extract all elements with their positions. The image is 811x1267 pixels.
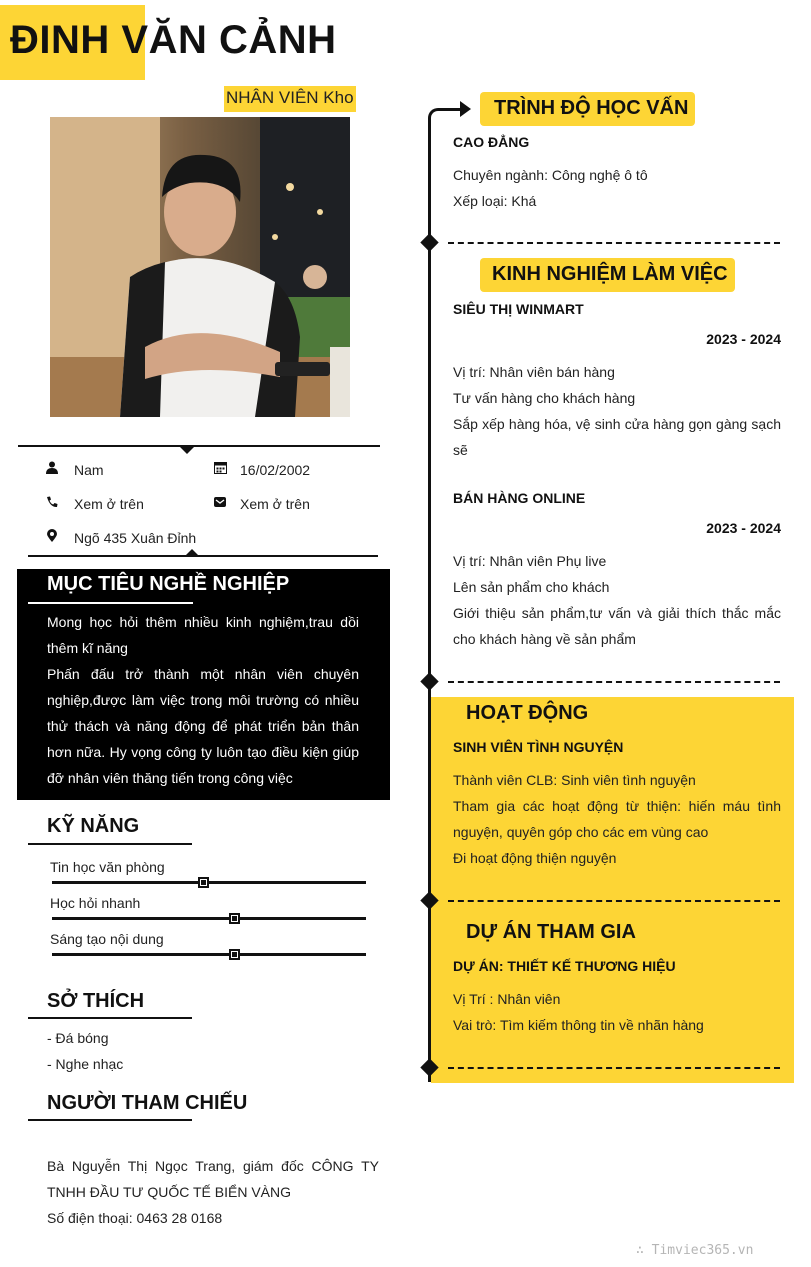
job-role: Vị trí: Nhân viên bán hàng: [453, 364, 615, 380]
skill-label: Sáng tạo nội dung: [50, 931, 164, 947]
skill-label: Tin học văn phòng: [50, 859, 165, 875]
activity-line: Đi hoạt động thiện nguyện: [453, 850, 617, 866]
reference-phone: Số điện thoại: 0463 28 0168: [47, 1210, 223, 1226]
activities-title: HOẠT ĐỘNG: [466, 702, 589, 724]
triangle-down-icon: [180, 447, 194, 454]
project-position: Vị Trí : Nhân viên: [453, 991, 561, 1007]
section-divider: [448, 900, 780, 902]
timeline-diamond: [420, 233, 438, 251]
skill-bar: [52, 881, 366, 884]
job-period: 2023 - 2024: [706, 331, 781, 347]
job-period: 2023 - 2024: [706, 520, 781, 536]
gender-value: Nam: [74, 462, 104, 478]
profile-photo: [50, 117, 350, 417]
reference-person: Bà Nguyễn Thị Ngọc Trang, giám đốc CÔNG TY TNHH ĐẦU TƯ QUỐC TẾ BIỂN VÀNG: [47, 1158, 379, 1200]
job-position: NHÂN VIÊN Kho: [224, 86, 356, 112]
skills-underline: [28, 843, 192, 845]
phone-icon: [46, 495, 60, 509]
job-company: BÁN HÀNG ONLINE: [453, 490, 586, 506]
section-divider: [448, 1067, 780, 1069]
address-value: Ngõ 435 Xuân Đỉnh: [74, 530, 197, 546]
job-duty: Sắp xếp hàng hóa, vệ sinh cửa hàng gọn gàng sạch sẽ: [453, 416, 781, 458]
job-company: SIÊU THỊ WINMART: [453, 301, 584, 317]
education-major: Chuyên ngành: Công nghệ ô tô: [453, 167, 648, 183]
candidate-name: ĐINH VĂN CẢNH: [10, 18, 337, 62]
phone-value: Xem ở trên: [74, 496, 144, 512]
references-title: NGƯỜI THAM CHIẾU: [47, 1092, 248, 1114]
activity-line: Thành viên CLB: Sinh viên tình nguyện: [453, 772, 696, 788]
objective-underline: [28, 602, 193, 604]
info-top-divider: [18, 445, 380, 447]
references-underline: [28, 1119, 192, 1121]
watermark: ∴ Timviec365.vn: [636, 1243, 754, 1258]
skill-label: Học hỏi nhanh: [50, 895, 141, 911]
user-icon: [46, 461, 60, 475]
hobbies-title: SỞ THÍCH: [47, 990, 145, 1012]
education-school: CAO ĐẲNG: [453, 134, 530, 150]
skills-title: KỸ NĂNG: [47, 815, 140, 837]
info-bottom-divider: [28, 555, 378, 557]
birthday-value: 16/02/2002: [240, 462, 311, 478]
education-grade: Xếp loại: Khá: [453, 193, 537, 209]
objective-line-2: Phấn đấu trở thành một nhân viên chuyên nghiệp,được làm việc trong môi trường có nhiều thử thách và năng động để phát triển bản thân hơn nữa. Hy vọng công ty luôn tạo điều kiện giúp đỡ nhân viên thăng tiến trong công việc: [47, 666, 359, 786]
project-name: DỰ ÁN: THIẾT KẾ THƯƠNG HIỆU: [453, 958, 676, 974]
activity-org: SINH VIÊN TÌNH NGUYỆN: [453, 739, 624, 755]
section-divider: [448, 242, 780, 244]
activity-line: Tham gia các hoạt động từ thiện: hiến máu tình nguyện, quyên góp cho các em vùng cao: [453, 798, 781, 840]
job-role: Vị trí: Nhân viên Phụ live: [453, 553, 607, 569]
job-duty: Tư vấn hàng cho khách hàng: [453, 390, 636, 406]
projects-title: DỰ ÁN THAM GIA: [466, 921, 636, 943]
skill-bar: [52, 953, 366, 956]
objective-title: MỤC TIÊU NGHỀ NGHIỆP: [47, 573, 290, 595]
timeline-diamond: [420, 672, 438, 690]
objective-line-1: Mong học hỏi thêm nhiều kinh nghiệm,trau dồi thêm kĩ năng: [47, 614, 359, 656]
job-duty: Lên sản phẩm cho khách: [453, 579, 610, 595]
skill-level-knob: [198, 877, 209, 888]
education-title: TRÌNH ĐỘ HỌC VẤN: [494, 97, 689, 119]
experience-title: KINH NGHIỆM LÀM VIỆC: [492, 263, 728, 285]
timeline-line: [428, 120, 431, 1082]
map-pin-icon: [47, 529, 61, 543]
email-value: Xem ở trên: [240, 496, 310, 512]
section-divider: [448, 681, 780, 683]
email-icon: [214, 495, 228, 509]
arrow-right-icon: [460, 101, 471, 117]
hobby-item: - Đá bóng: [47, 1030, 109, 1046]
objective-text: [47, 609, 359, 791]
calendar-icon: [214, 461, 228, 475]
hobbies-underline: [28, 1017, 192, 1019]
skill-level-knob: [229, 949, 240, 960]
hobby-item: - Nghe nhạc: [47, 1056, 124, 1072]
skill-bar: [52, 917, 366, 920]
skill-level-knob: [229, 913, 240, 924]
job-duty: Giới thiệu sản phẩm,tư vấn và giải thích thắc mắc cho khách hàng về sản phẩm: [453, 605, 781, 647]
project-role: Vai trò: Tìm kiếm thông tin về nhãn hàng: [453, 1017, 704, 1033]
